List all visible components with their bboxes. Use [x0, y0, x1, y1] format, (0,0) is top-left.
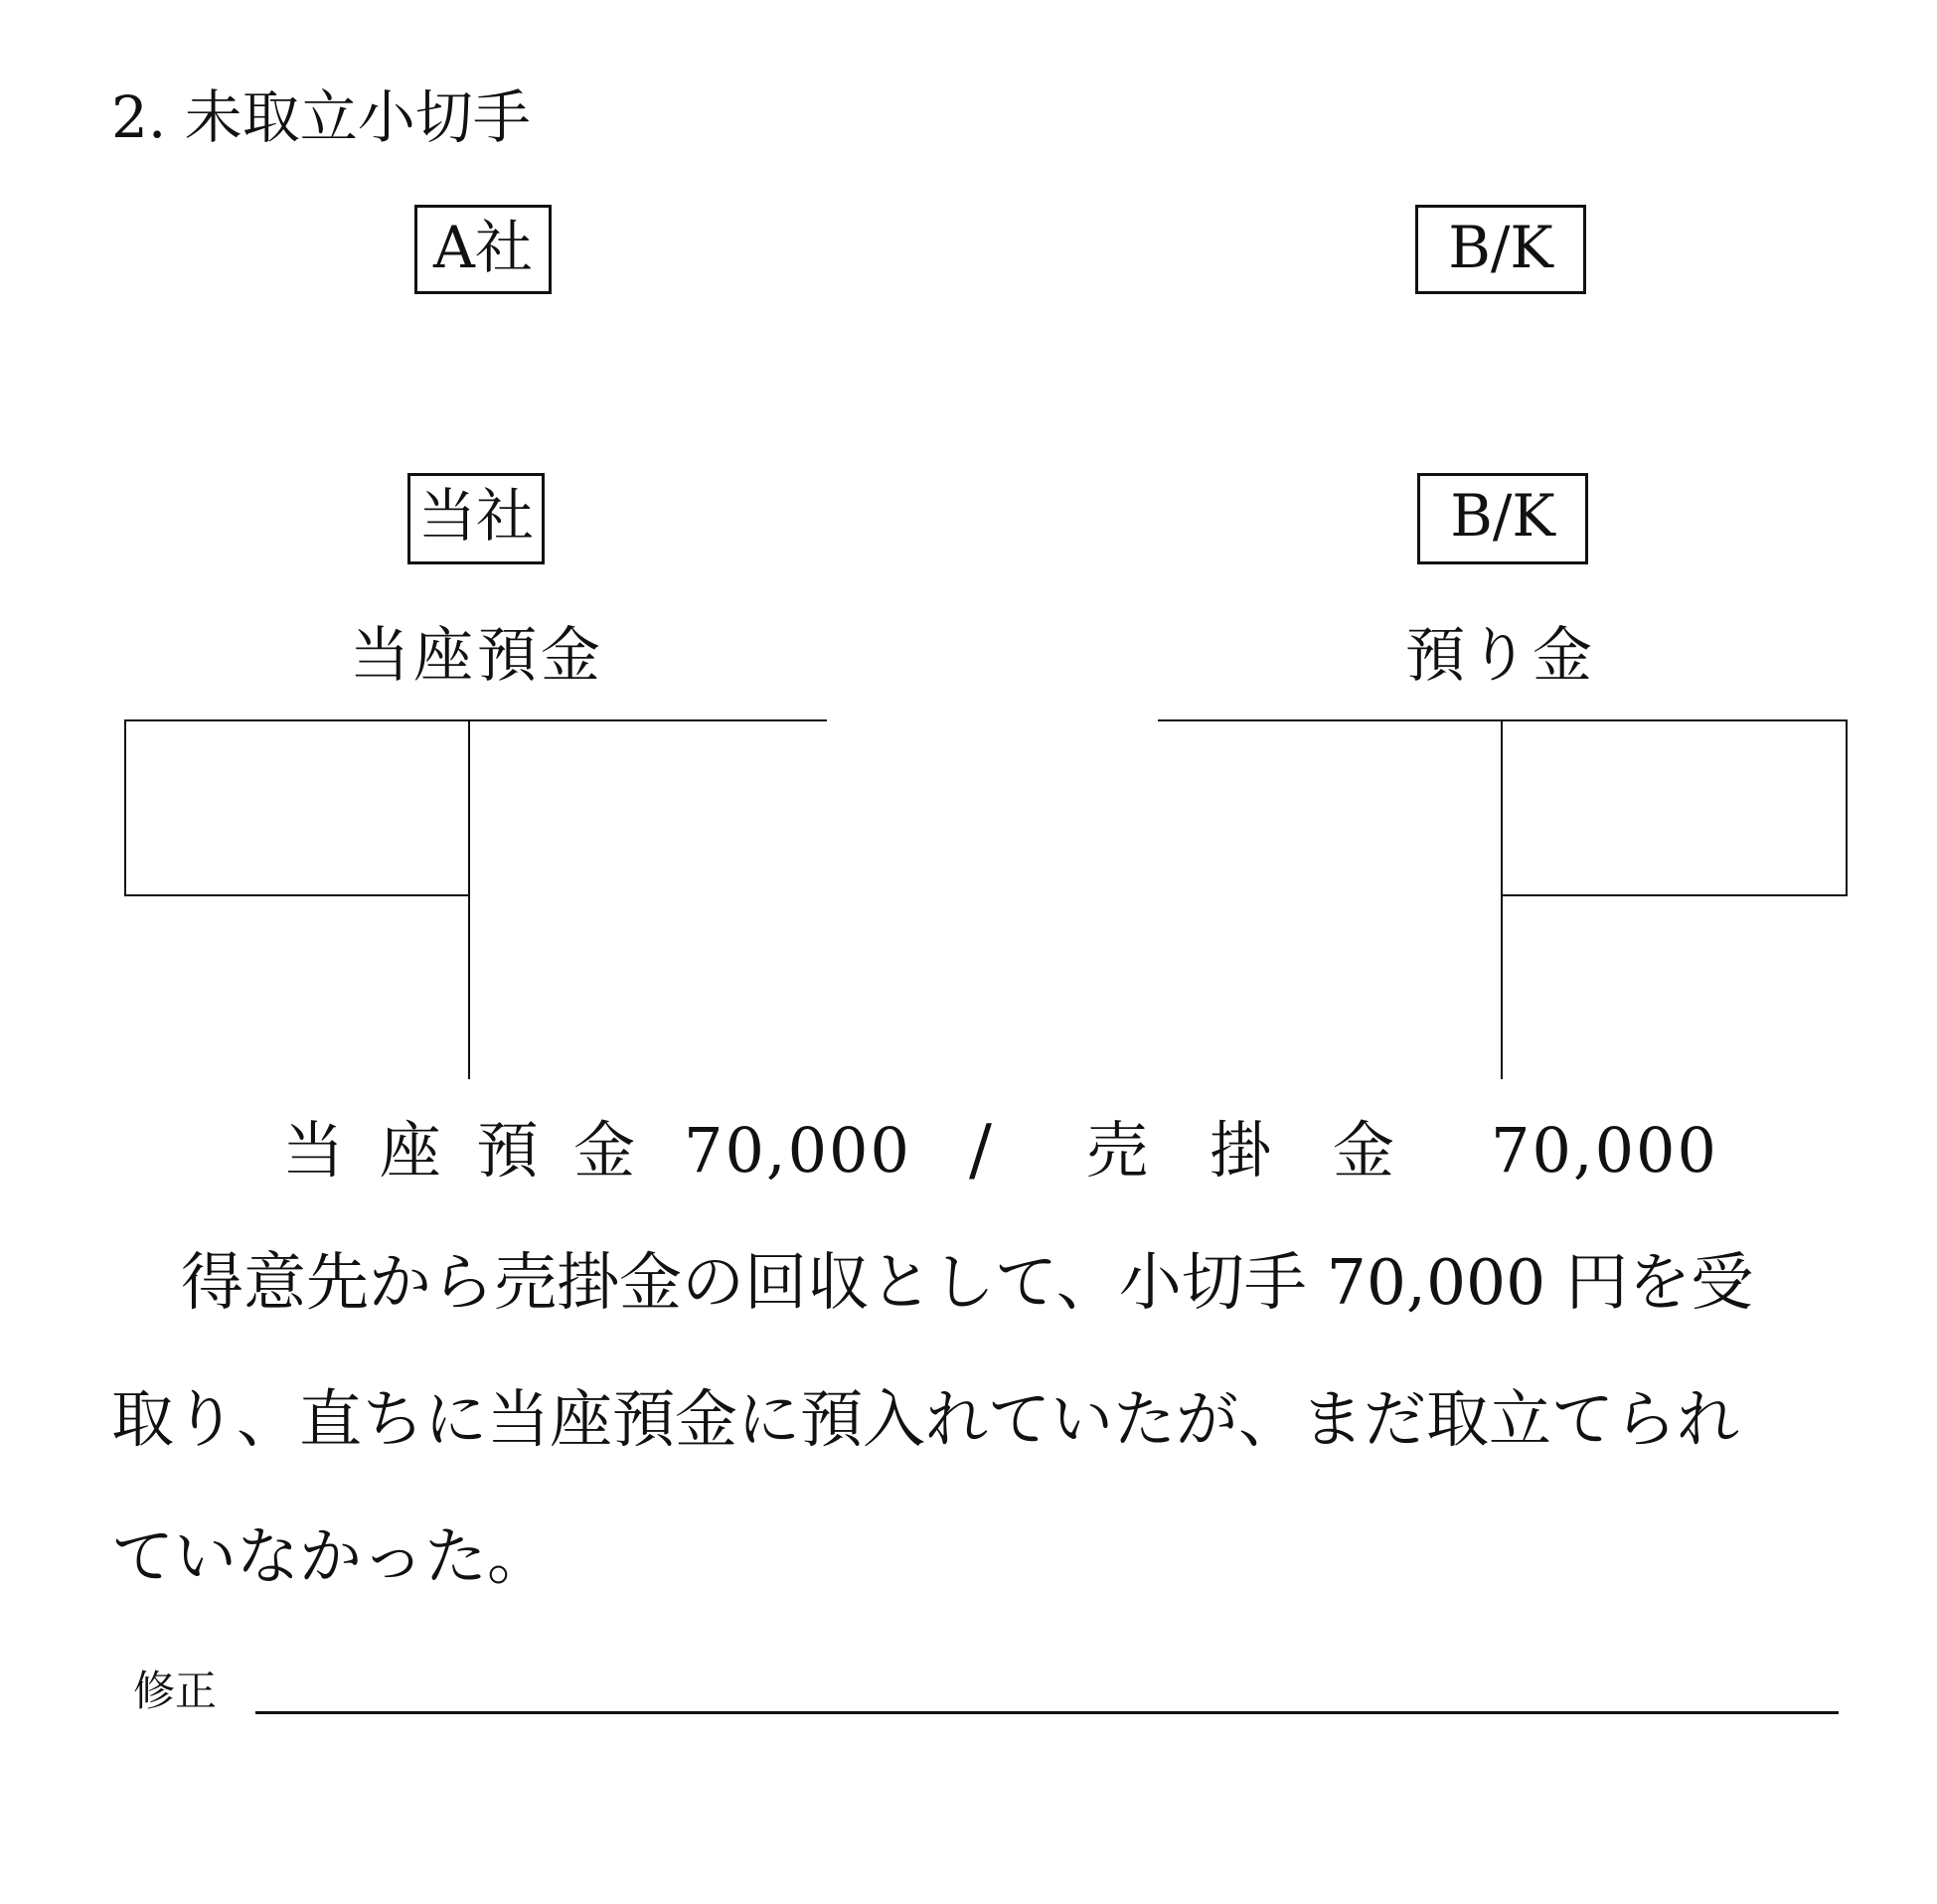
journal-separator: /: [969, 1111, 992, 1190]
left-ledger-account-name: 当座預金: [350, 621, 604, 691]
right-ledger-account-name: 預り金: [1405, 621, 1596, 691]
journal-credit-account: 売 掛 金: [1086, 1114, 1395, 1187]
journal-credit-amount: 70,000: [1491, 1114, 1718, 1187]
description-line-1: 得意先から売掛金の回収として、小切手 70,000 円を受: [181, 1246, 1754, 1319]
journal-debit-account: 当 座 預 金: [282, 1114, 644, 1187]
our-company-bank-label: B/K: [1417, 473, 1588, 564]
transaction-description: [111, 1214, 1860, 1626]
correction-answer-line: [255, 1711, 1839, 1714]
section-heading: 2. 未取立小切手: [111, 83, 531, 151]
description-line-2: 取り、直ちに当座預金に預入れていたが、まだ取立てられ: [111, 1383, 1739, 1456]
company-a-bank-label: B/K: [1415, 205, 1586, 294]
company-a-label: A社: [414, 205, 552, 294]
correction-label: 修正: [133, 1666, 218, 1715]
our-company-label: 当社: [407, 473, 545, 564]
journal-debit-amount: 70,000: [684, 1114, 911, 1187]
right-t-account-credit-box: [1501, 719, 1848, 896]
left-t-account-debit-box: [124, 719, 470, 896]
description-line-3: ていなかった。: [111, 1520, 550, 1593]
